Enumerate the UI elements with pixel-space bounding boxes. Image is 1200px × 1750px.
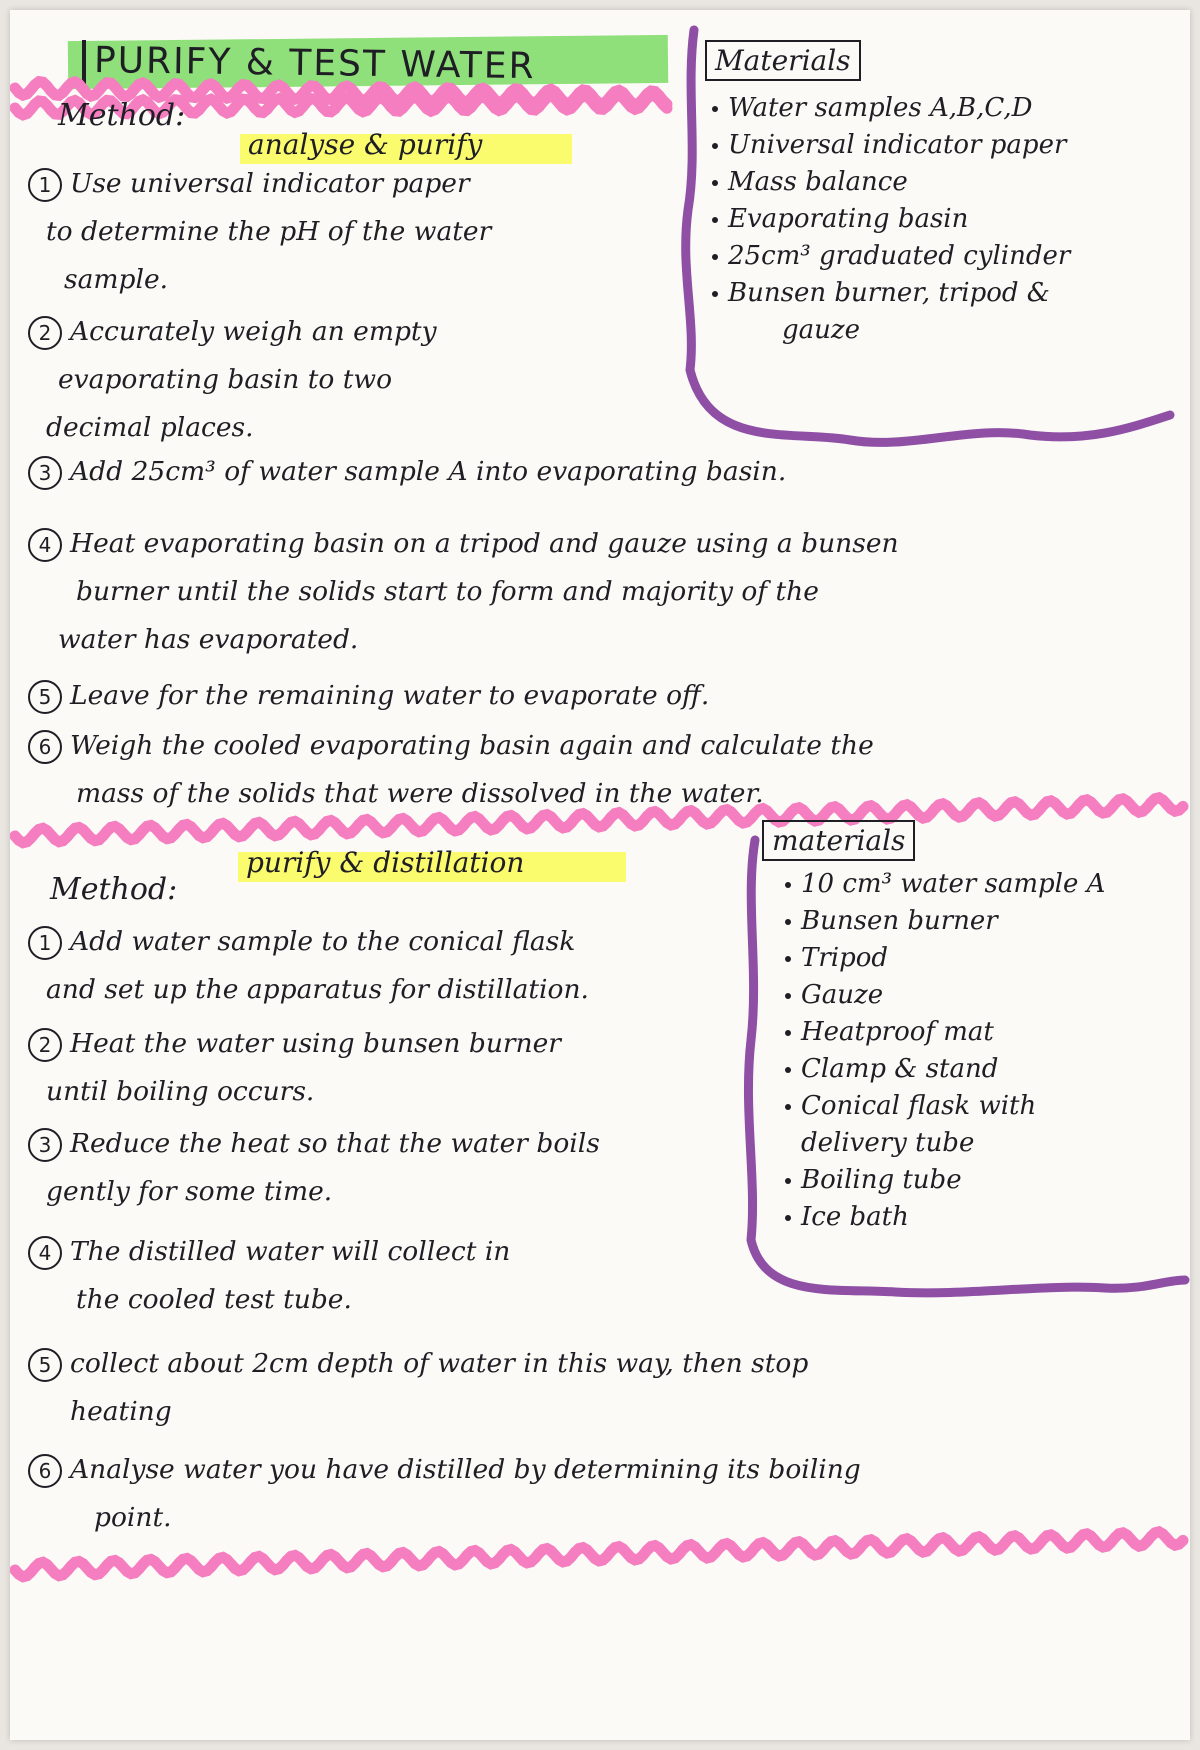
material-item: Bunsen burner — [785, 903, 1105, 940]
material-item: Ice bath — [785, 1199, 1105, 1236]
material-item: Evaporating basin — [712, 201, 1070, 238]
material-item: Water samples A,B,C,D — [712, 90, 1070, 127]
material-item: gauze — [782, 315, 860, 345]
material-item: Tripod — [785, 940, 1105, 977]
material-item: Conical flask with — [785, 1088, 1105, 1125]
pink-wave-divider — [10, 1530, 1190, 1590]
distillation-step-3: 3 Reduce the heat so that the water boils gently for some time. — [28, 1120, 748, 1216]
distillation-step-1: 1 Add water sample to the conical flask and set up the apparatus for distillation. — [28, 918, 748, 1014]
title-bar — [82, 40, 86, 84]
distillation-step-2: 2 Heat the water using bunsen burner until boiling occurs. — [28, 1020, 748, 1116]
method-label: Method: — [50, 872, 178, 907]
method-subtitle: purify & distillation — [246, 846, 525, 879]
material-item: 25cm³ graduated cylinder — [712, 238, 1070, 275]
material-item: Bunsen burner, tripod & — [712, 275, 1070, 312]
method-step-6: 6 Weigh the cooled evaporating basin again and calculate the mass of the solids that were dissolved in the water. — [28, 722, 1168, 818]
material-item: Boiling tube — [785, 1162, 1105, 1199]
method-subtitle: analyse & purify — [248, 128, 483, 161]
method-step-5: 5 Leave for the remaining water to evaporate off. — [28, 672, 1128, 720]
method-step-1: 1 Use universal indicator paper to determine the pH of the water sample. — [28, 160, 668, 304]
distillation-step-4: 4 The distilled water will collect in the cooled test tube. — [28, 1228, 748, 1324]
material-item: Universal indicator paper — [712, 127, 1070, 164]
method-step-4: 4 Heat evaporating basin on a tripod and gauze using a bunsen burner until the solids start to form and majority of the water has evaporated. — [28, 520, 1168, 664]
notes-page — [10, 10, 1190, 1740]
method-label: Method: — [58, 98, 186, 133]
materials-list — [712, 90, 1070, 349]
page-title: PURIFY & TEST WATER — [93, 40, 536, 88]
materials-list — [785, 866, 1105, 1236]
material-item: Gauze — [785, 977, 1105, 1014]
material-item: Clamp & stand — [785, 1051, 1105, 1088]
distillation-step-6: 6 Analyse water you have distilled by determining its boiling point. — [28, 1446, 1168, 1542]
material-item: Heatproof mat — [785, 1014, 1105, 1051]
method-step-2: 2 Accurately weigh an empty evaporating basin to two decimal places. — [28, 308, 668, 452]
materials-label: materials — [762, 820, 915, 861]
materials-label: Materials — [705, 40, 861, 81]
material-item: 10 cm³ water sample A — [785, 866, 1105, 903]
material-item: Mass balance — [712, 164, 1070, 201]
method-step-3: 3 Add 25cm³ of water sample A into evaporating basin. — [28, 448, 1128, 496]
distillation-step-5: 5 collect about 2cm depth of water in this way, then stop heating — [28, 1340, 1168, 1436]
material-item: delivery tube — [801, 1128, 975, 1158]
